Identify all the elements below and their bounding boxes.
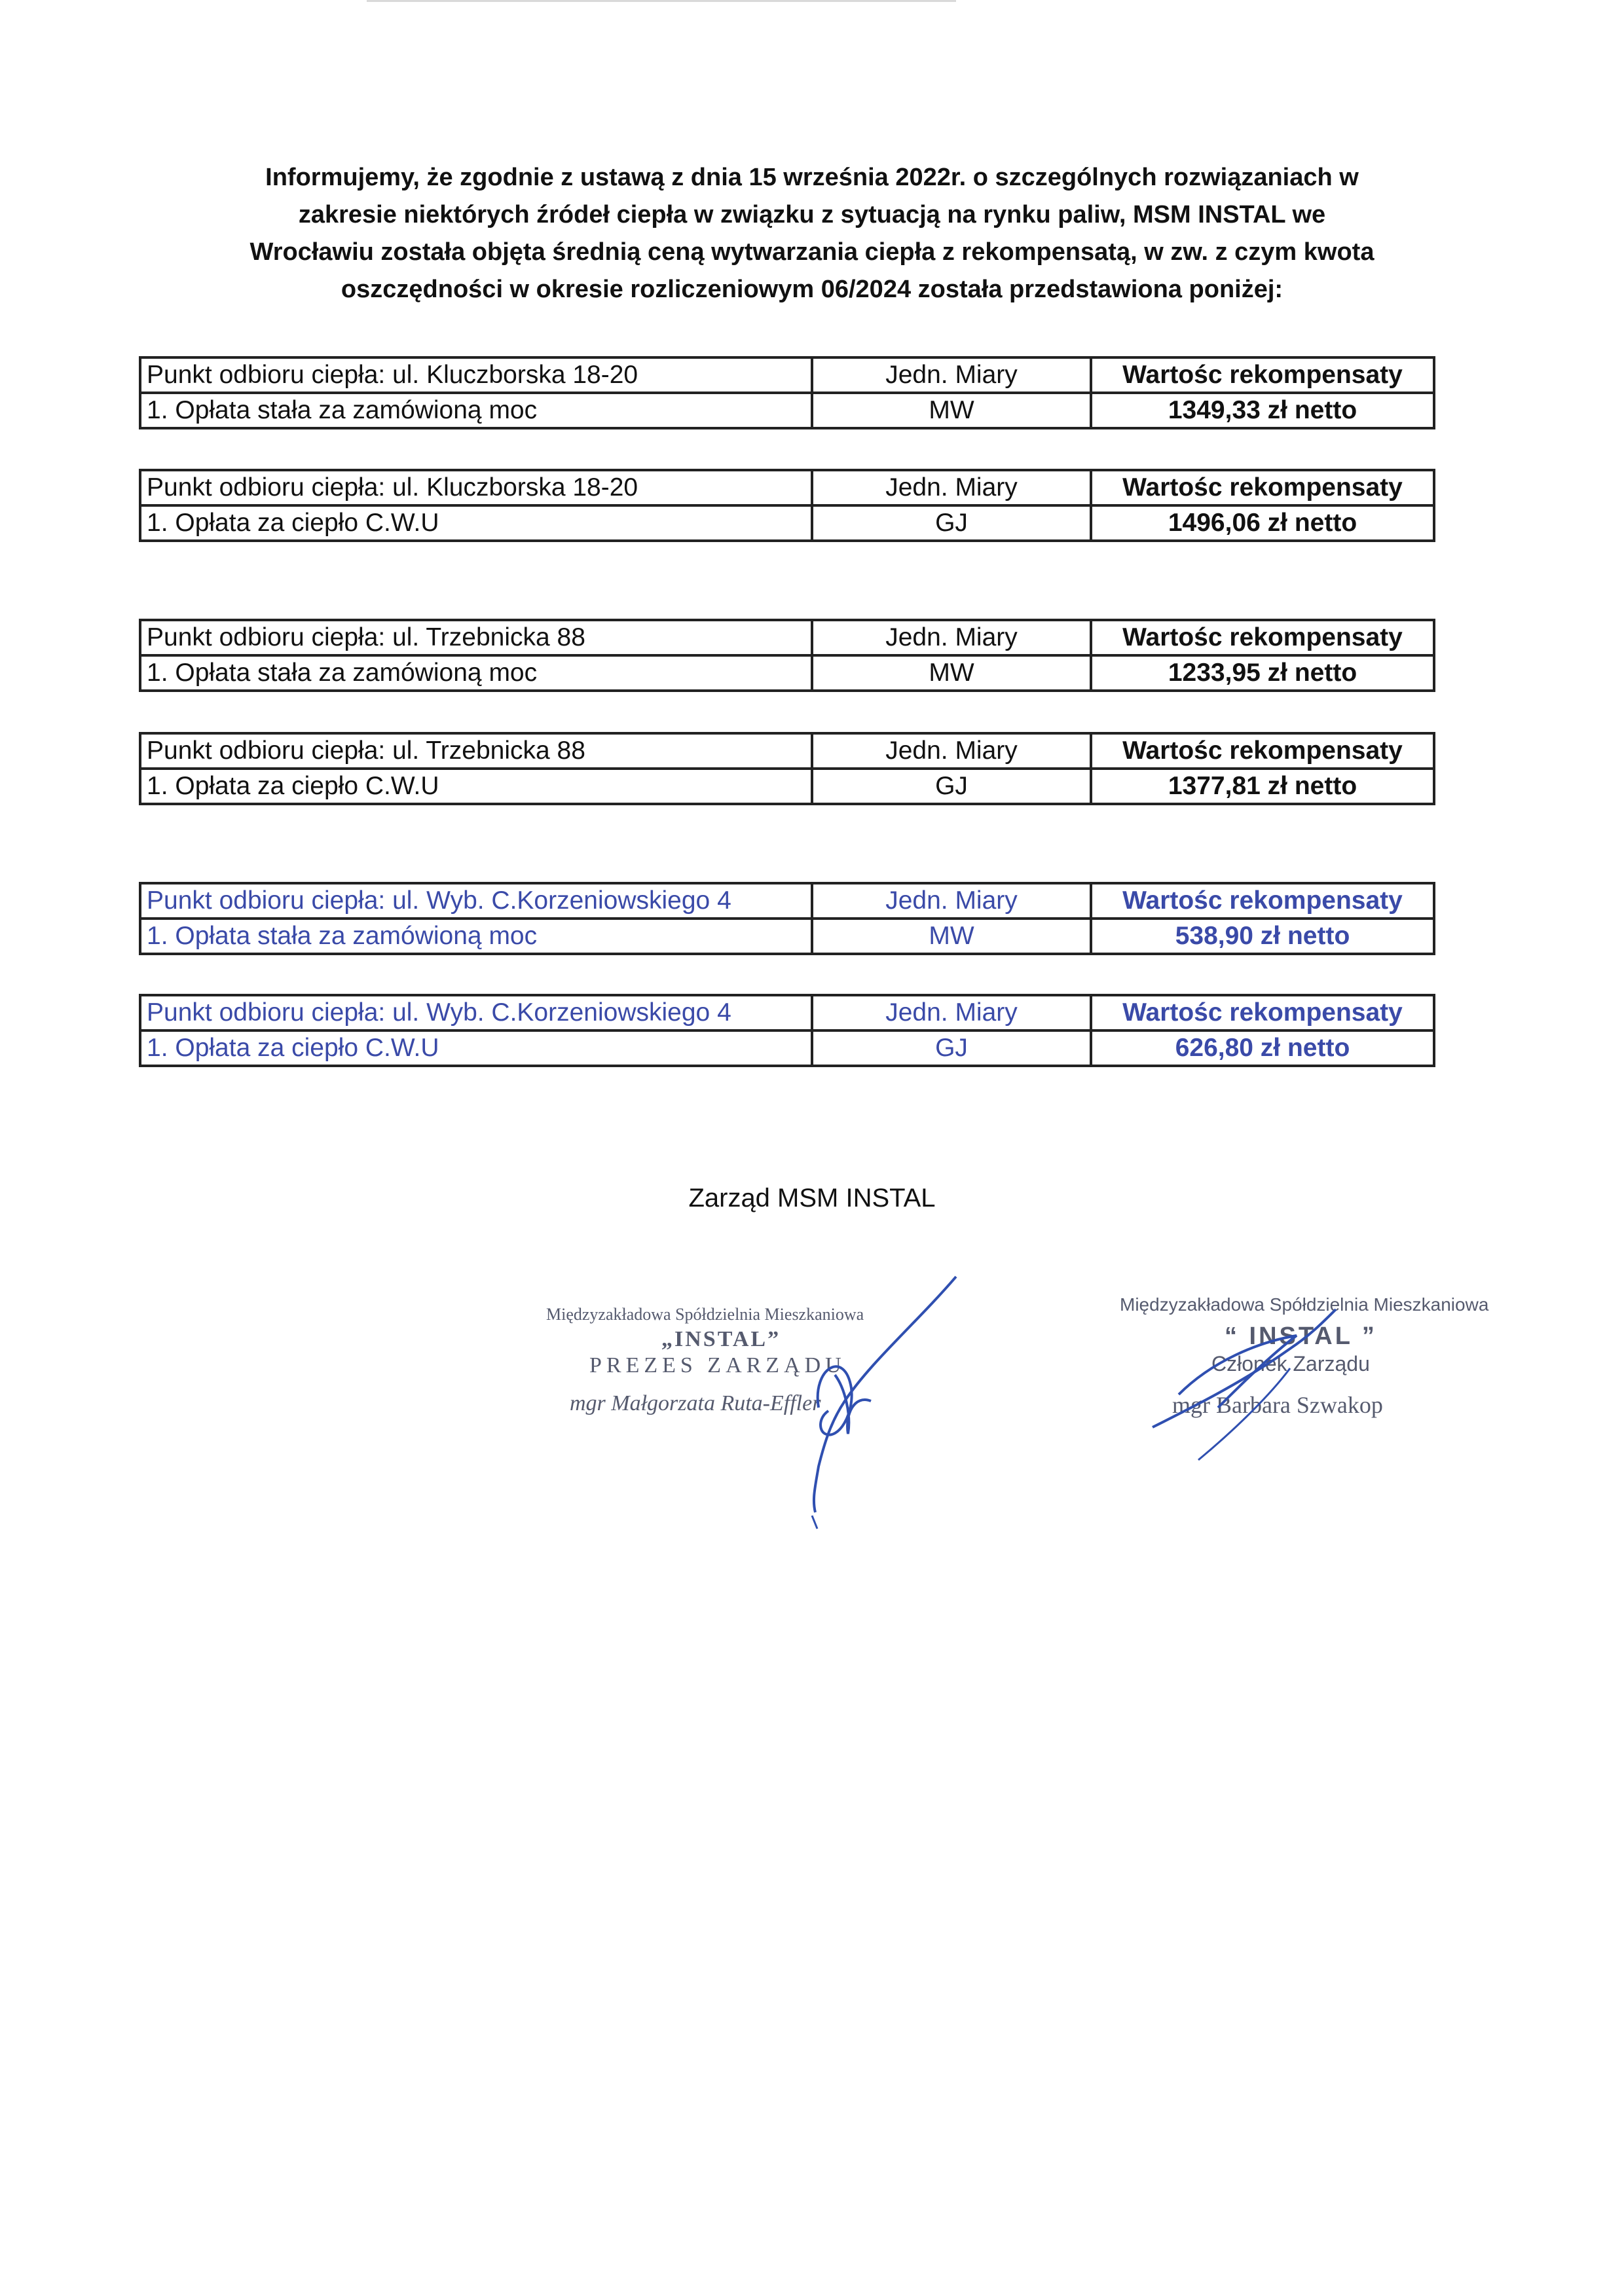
stamp-name: “ INSTAL ” (1225, 1322, 1377, 1350)
value-header-cell: Wartośc rekompensaty (1091, 733, 1434, 769)
unit-header-cell: Jedn. Miary (812, 733, 1091, 769)
value-header-cell: Wartośc rekompensaty (1091, 620, 1434, 655)
value-header-cell: Wartośc rekompensaty (1091, 883, 1434, 919)
table-header-row (140, 883, 1434, 919)
delivery-point-cell: Punkt odbioru ciepła: ul. Trzebnicka 88 (140, 620, 812, 655)
intro-line: Wrocławiu została objęta średnią ceną wytwarzania ciepła z rekompensatą, w zw. z czym kwota (249, 238, 1375, 266)
value-header-cell: Wartośc rekompensaty (1091, 357, 1434, 393)
unit-header-cell: Jedn. Miary (812, 470, 1091, 505)
table-row (140, 1030, 1434, 1066)
value-header-cell: Wartośc rekompensaty (1091, 470, 1434, 505)
intro-line: Informujemy, że zgodnie z ustawą z dnia 15 września 2022r. o szczególnych rozwiązaniach w (265, 164, 1359, 191)
compensation-value-cell: 1349,33 zł netto (1091, 393, 1434, 428)
board-member-signature (1139, 1296, 1401, 1467)
president-signature (720, 1270, 969, 1532)
unit-cell: GJ (812, 769, 1091, 804)
stamp-name: „INSTAL” (661, 1327, 781, 1351)
compensation-table-korzeniowskiego-power (139, 882, 1435, 955)
fee-item-cell: 1. Opłata stała za zamówioną moc (140, 655, 812, 691)
compensation-table-trzebnicka-heat (139, 732, 1435, 805)
table-row (140, 919, 1434, 954)
table-header-row (140, 470, 1434, 505)
compensation-value-cell: 538,90 zł netto (1091, 919, 1434, 954)
table-header-row (140, 357, 1434, 393)
table-header-row (140, 995, 1434, 1030)
scan-edge-line (367, 0, 956, 2)
intro-line: oszczędności w okresie rozliczeniowym 06/2024 została przedstawiona poniżej: (341, 276, 1283, 303)
unit-cell: MW (812, 655, 1091, 691)
stamp-role: Członek Zarządu (1211, 1352, 1370, 1376)
compensation-value-cell: 626,80 zł netto (1091, 1030, 1434, 1066)
intro-line: zakresie niektórych źródeł ciepła w związku z sytuacją na rynku paliw, MSM INSTAL we (298, 201, 1326, 228)
fee-item-cell: 1. Opłata za ciepło C.W.U (140, 505, 812, 541)
unit-cell: GJ (812, 505, 1091, 541)
compensation-value-cell: 1496,06 zł netto (1091, 505, 1434, 541)
table-row (140, 505, 1434, 541)
unit-cell: GJ (812, 1030, 1091, 1066)
fee-item-cell: 1. Opłata stała za zamówioną moc (140, 393, 812, 428)
compensation-table-trzebnicka-power (139, 619, 1435, 692)
stamp-role: PREZES ZARZĄDU (589, 1353, 846, 1377)
table-header-row (140, 620, 1434, 655)
compensation-table-kluczborska-heat (139, 469, 1435, 542)
unit-header-cell: Jedn. Miary (812, 995, 1091, 1030)
intro-paragraph (131, 159, 1493, 308)
compensation-value-cell: 1233,95 zł netto (1091, 655, 1434, 691)
stamp-org: Międzyzakładowa Spółdzielnia Mieszkaniowa (1120, 1294, 1489, 1315)
fee-item-cell: 1. Opłata za ciepło C.W.U (140, 1030, 812, 1066)
compensation-value-cell: 1377,81 zł netto (1091, 769, 1434, 804)
board-signature-heading: Zarząd MSM INSTAL (688, 1184, 936, 1212)
unit-header-cell: Jedn. Miary (812, 883, 1091, 919)
compensation-table-kluczborska-power (139, 356, 1435, 429)
stamp-org: Międzyzakładowa Spółdzielnia Mieszkaniowa (546, 1305, 864, 1324)
stamp-person: mgr Małgorzata Ruta-Effler (570, 1391, 821, 1415)
delivery-point-cell: Punkt odbioru ciepła: ul. Kluczborska 18-20 (140, 470, 812, 505)
table-row (140, 655, 1434, 691)
table-row (140, 769, 1434, 804)
table-row (140, 393, 1434, 428)
table-header-row (140, 733, 1434, 769)
delivery-point-cell: Punkt odbioru ciepła: ul. Trzebnicka 88 (140, 733, 812, 769)
fee-item-cell: 1. Opłata za ciepło C.W.U (140, 769, 812, 804)
delivery-point-cell: Punkt odbioru ciepła: ul. Kluczborska 18-20 (140, 357, 812, 393)
value-header-cell: Wartośc rekompensaty (1091, 995, 1434, 1030)
delivery-point-cell: Punkt odbioru ciepła: ul. Wyb. C.Korzeniowskiego 4 (140, 995, 812, 1030)
unit-header-cell: Jedn. Miary (812, 620, 1091, 655)
unit-cell: MW (812, 919, 1091, 954)
unit-cell: MW (812, 393, 1091, 428)
stamp-person: mgr Barbara Szwakop (1172, 1392, 1383, 1418)
compensation-table-korzeniowskiego-heat (139, 994, 1435, 1067)
fee-item-cell: 1. Opłata stała za zamówioną moc (140, 919, 812, 954)
delivery-point-cell: Punkt odbioru ciepła: ul. Wyb. C.Korzeniowskiego 4 (140, 883, 812, 919)
unit-header-cell: Jedn. Miary (812, 357, 1091, 393)
